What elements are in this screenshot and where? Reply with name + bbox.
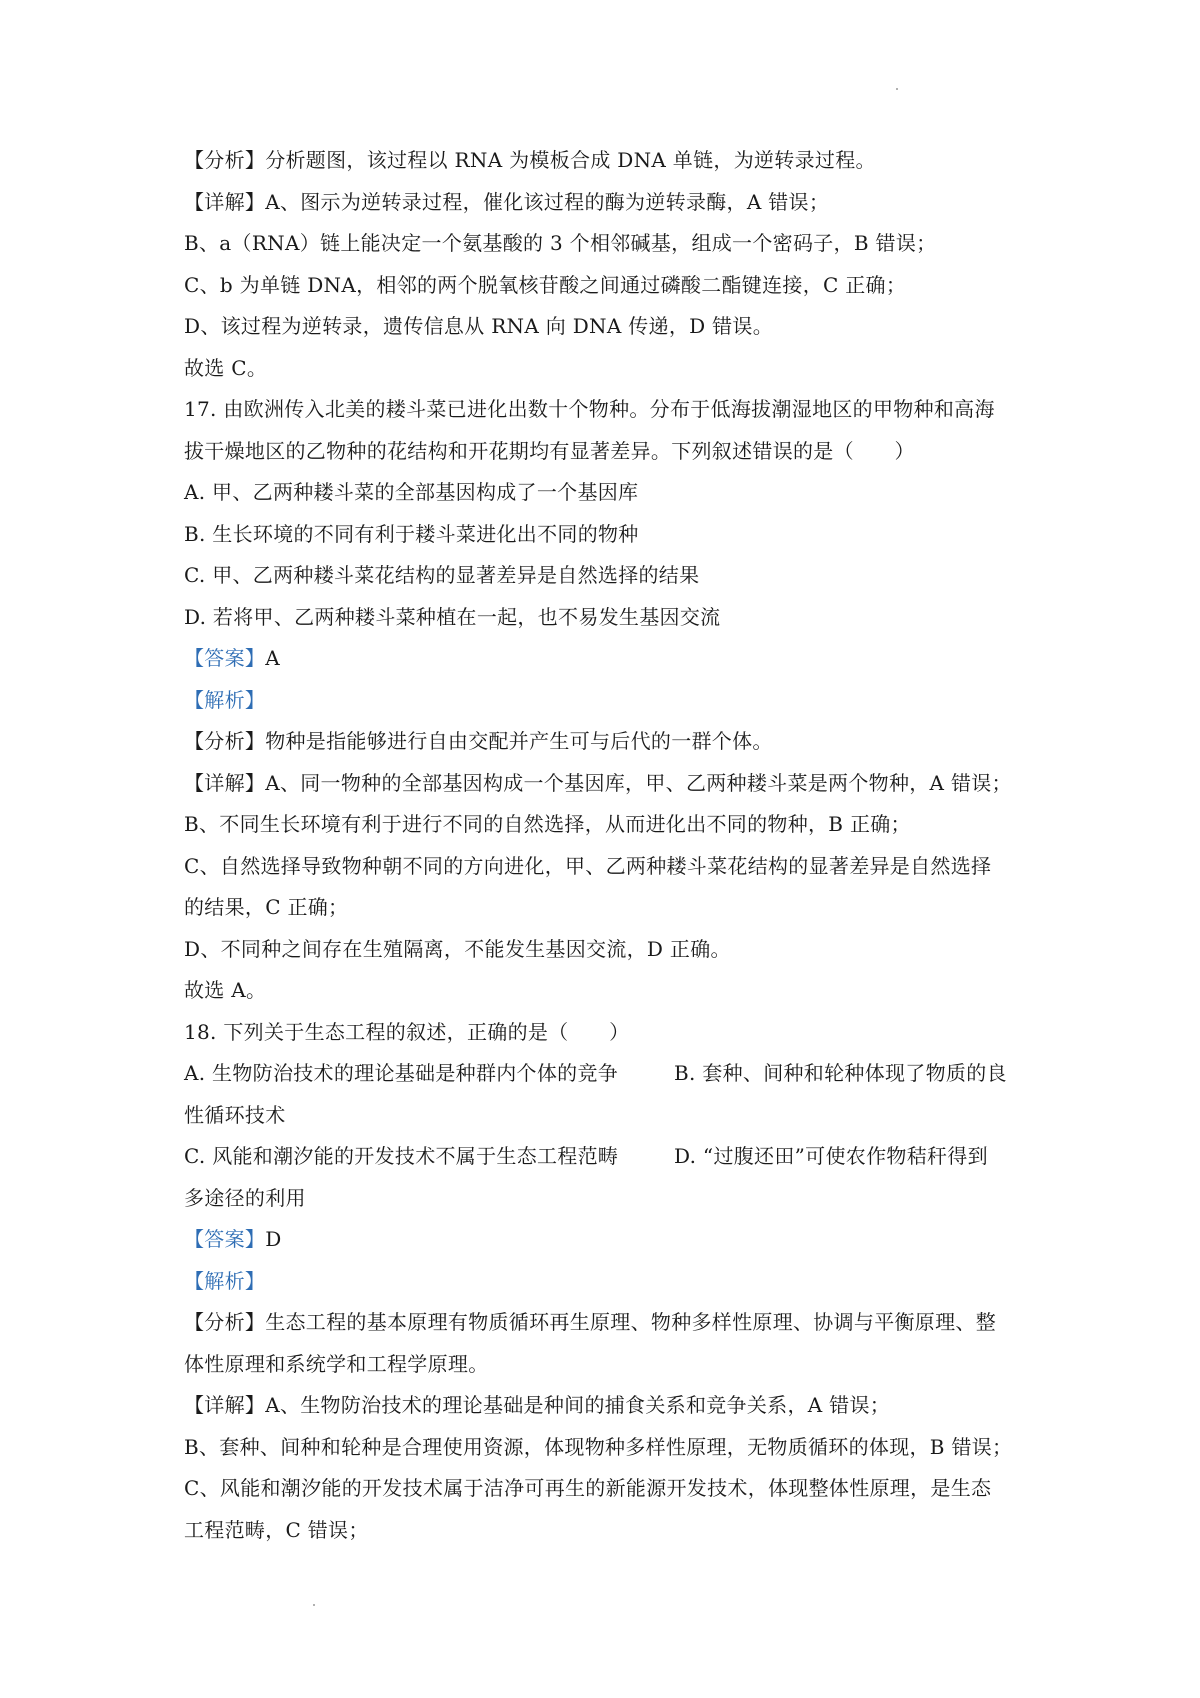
q17-option-a: A. 甲、乙两种耧斗菜的全部基因构成了一个基因库 xyxy=(184,480,639,504)
answer-value: D xyxy=(265,1227,282,1251)
q18-option-b: B. 套种、间种和轮种体现了物质的良 xyxy=(674,1061,1007,1085)
q17-detail-c-line-2: 的结果，C 正确； xyxy=(184,895,349,919)
scan-speck xyxy=(313,1604,315,1606)
q17-detail-c-line-1: C、自然选择导致物种朝不同的方向进化，甲、乙两种耧斗菜花结构的显著差异是自然选择 xyxy=(184,853,992,878)
q17-detail-b: B、不同生长环境有利于进行不同的自然选择，从而进化出不同的物种，B 正确； xyxy=(184,812,911,836)
q17-conclusion: 故选 A。 xyxy=(184,978,267,1002)
document-body xyxy=(184,140,1034,1551)
q18-options-row-1 xyxy=(184,1053,1034,1095)
q18-answer xyxy=(184,1219,1034,1261)
q18-option-d: D. “过腹还田”可使农作物秸秆得到 xyxy=(674,1144,988,1168)
q18-detail-a: 【详解】A、生物防治技术的理论基础是种间的捕食关系和竞争关系，A 错误； xyxy=(184,1393,891,1417)
q18-stem: 18. 下列关于生态工程的叙述，正确的是（ ） xyxy=(184,1019,630,1044)
answer-label: 【答案】 xyxy=(184,1227,266,1251)
answer-label: 【答案】 xyxy=(184,646,266,670)
q18-option-a: A. 生物防治技术的理论基础是种群内个体的竞争 xyxy=(184,1061,619,1085)
q16-detail-a: 【详解】A、图示为逆转录过程，催化该过程的酶为逆转录酶，A 错误； xyxy=(184,189,830,214)
q17-option-b: B. 生长环境的不同有利于耧斗菜进化出不同的物种 xyxy=(184,521,639,546)
q18-detail-c-line-2: 工程范畴，C 错误； xyxy=(184,1517,369,1542)
q18-analysis-line-1: 【分析】生态工程的基本原理有物质循环再生原理、物种多样性原理、协调与平衡原理、整 xyxy=(184,1310,996,1334)
q18-option-d-cont: 多途径的利用 xyxy=(184,1185,306,1210)
scan-speck xyxy=(896,88,898,90)
q17-option-c: C. 甲、乙两种耧斗菜花结构的显著差异是自然选择的结果 xyxy=(184,563,700,587)
answer-value: A xyxy=(265,646,280,670)
q17-option-d: D. 若将甲、乙两种耧斗菜种植在一起，也不易发生基因交流 xyxy=(184,604,721,629)
q18-option-b-cont: 性循环技术 xyxy=(184,1102,286,1127)
q18-detail-c-line-1: C、风能和潮汐能的开发技术属于洁净可再生的新能源开发技术，体现整体性原理，是生态 xyxy=(184,1476,992,1500)
q16-conclusion: 故选 C。 xyxy=(184,355,268,380)
q16-analysis: 【分析】分析题图，该过程以 RNA 为模板合成 DNA 单链，为逆转录过程。 xyxy=(184,148,876,172)
q17-detail-a: 【详解】A、同一物种的全部基因构成一个基因库，甲、乙两种耧斗菜是两个物种，A 错误； xyxy=(184,770,1012,795)
q18-options-row-2 xyxy=(184,1136,1034,1178)
q18-option-c: C. 风能和潮汐能的开发技术不属于生态工程范畴 xyxy=(184,1144,619,1168)
q17-analysis: 【分析】物种是指能够进行自由交配并产生可与后代的一群个体。 xyxy=(184,729,773,753)
q16-detail-d: D、该过程为逆转录，遗传信息从 RNA 向 DNA 传递，D 错误。 xyxy=(184,314,774,338)
q17-jiexi-heading: 【解析】 xyxy=(184,687,266,712)
q17-stem-line-1: 17. 由欧洲传入北美的耧斗菜已进化出数十个物种。分布于低海拔潮湿地区的甲物种和高海 xyxy=(184,397,995,421)
q18-analysis-line-2: 体性原理和系统学和工程学原理。 xyxy=(184,1351,489,1376)
q18-detail-b: B、套种、间种和轮种是合理使用资源，体现物种多样性原理，无物质循环的体现，B 错误； xyxy=(184,1434,1013,1459)
q16-detail-c: C、b 为单链 DNA，相邻的两个脱氧核苷酸之间通过磷酸二酯键连接，C 正确； xyxy=(184,272,907,297)
q18-jiexi-heading: 【解析】 xyxy=(184,1268,266,1293)
q17-detail-d: D、不同种之间存在生殖隔离，不能发生基因交流，D 正确。 xyxy=(184,936,731,961)
q16-detail-b: B、a（RNA）链上能决定一个氨基酸的 3 个相邻碱基，组成一个密码子，B 错误； xyxy=(184,231,937,255)
q17-stem-line-2: 拔干燥地区的乙物种的花结构和开花期均有显著差异。下列叙述错误的是（ ） xyxy=(184,438,915,463)
q17-answer xyxy=(184,638,1034,680)
